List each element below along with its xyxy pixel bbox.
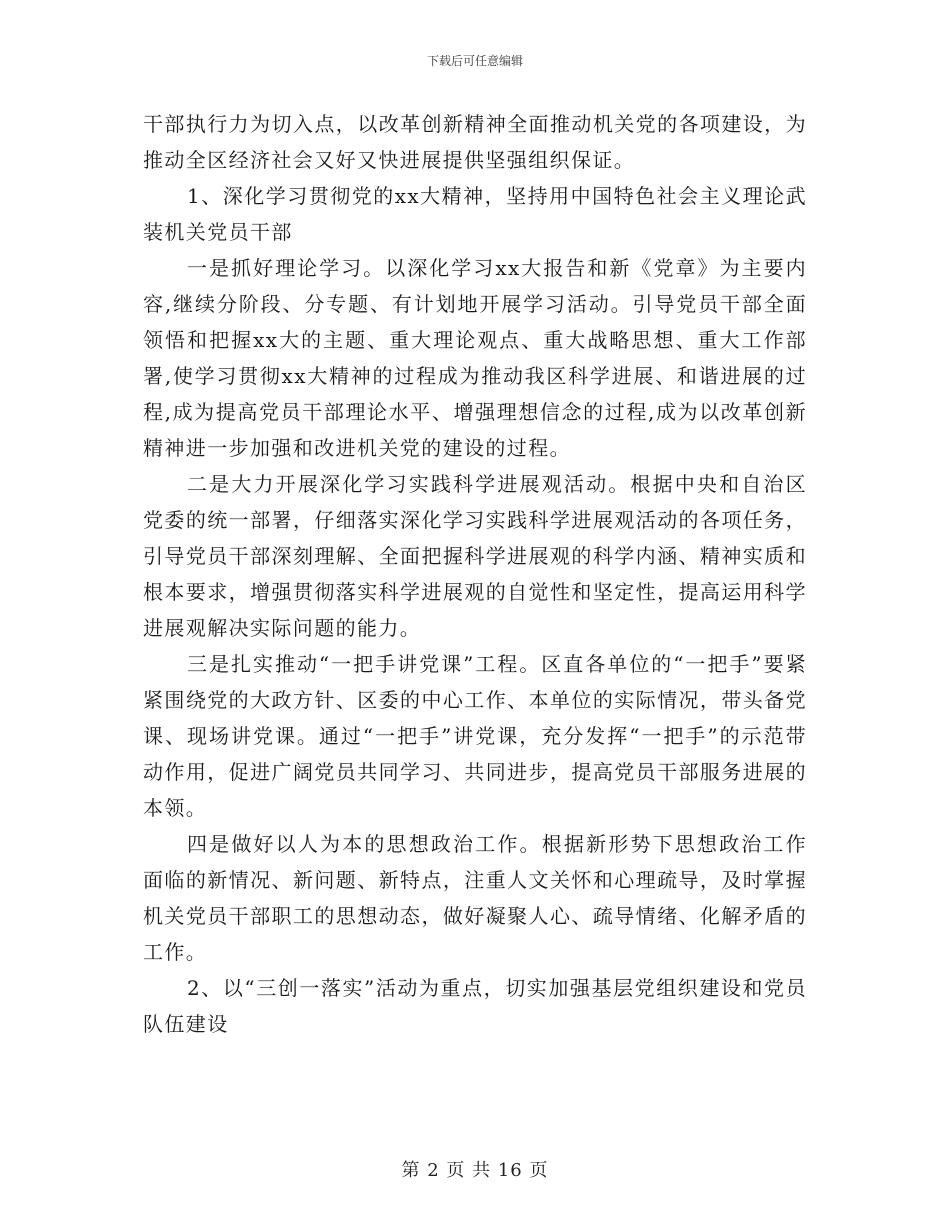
page-number-footer: 第 2 页 共 16 页 xyxy=(401,1160,549,1181)
document-body xyxy=(143,106,807,1042)
section-heading-2: 2、以“三创一落实”活动为重点，切实加强基层党组织建设和党员队伍建设 xyxy=(143,976,807,1036)
section-heading-1: 1、深化学习贯彻党的xx大精神，坚持用中国特色社会主义理论武装机关党员干部 xyxy=(143,184,807,244)
paragraph-ideological-work: 四是做好以人为本的思想政治工作。根据新形势下思想政治工作面临的新情况、新问题、新特点，注重人文关怀和心理疏导，及时掌握机关党员干部职工的思想动态，做好凝聚人心、疏导情绪、化解矛盾的工作。 xyxy=(143,832,807,964)
paragraph-theory-study: 一是抓好理论学习。以深化学习xx大报告和新《党章》为主要内容,继续分阶段、分专题、有计划地开展学习活动。引导党员干部全面领悟和把握xx大的主题、重大理论观点、重大战略思想、重大工作部署,使学习贯彻xx大精神的过程成为推动我区科学进展、和谐进展的过程,成为提高党员干部理论水平、增强理想信念的过程,成为以改革创新精神进一步加强和改进机关党的建设的过程。 xyxy=(143,256,807,460)
paragraph-scientific-development: 二是大力开展深化学习实践科学进展观活动。根据中央和自治区党委的统一部署，仔细落实深化学习实践科学进展观活动的各项任务，引导党员干部深刻理解、全面把握科学进展观的科学内涵、精神实质和根本要求，增强贯彻落实科学进展观的自觉性和坚定性，提高运用科学进展观解决实际问题的能力。 xyxy=(143,472,807,640)
paragraph-party-lecture: 三是扎实推动“一把手讲党课”工程。区直各单位的“一把手”要紧紧围绕党的大政方针、区委的中心工作、本单位的实际情况，带头备党课、现场讲党课。通过“一把手”讲党课，充分发挥“一把手”的示范带动作用，促进广阔党员共同学习、共同进步，提高党员干部服务进展的本领。 xyxy=(143,652,807,820)
paragraph-intro: 干部执行力为切入点，以改革创新精神全面推动机关党的各项建设，为推动全区经济社会又好又快进展提供坚强组织保证。 xyxy=(143,112,807,172)
header-note: 下载后可任意编辑 xyxy=(426,54,523,68)
